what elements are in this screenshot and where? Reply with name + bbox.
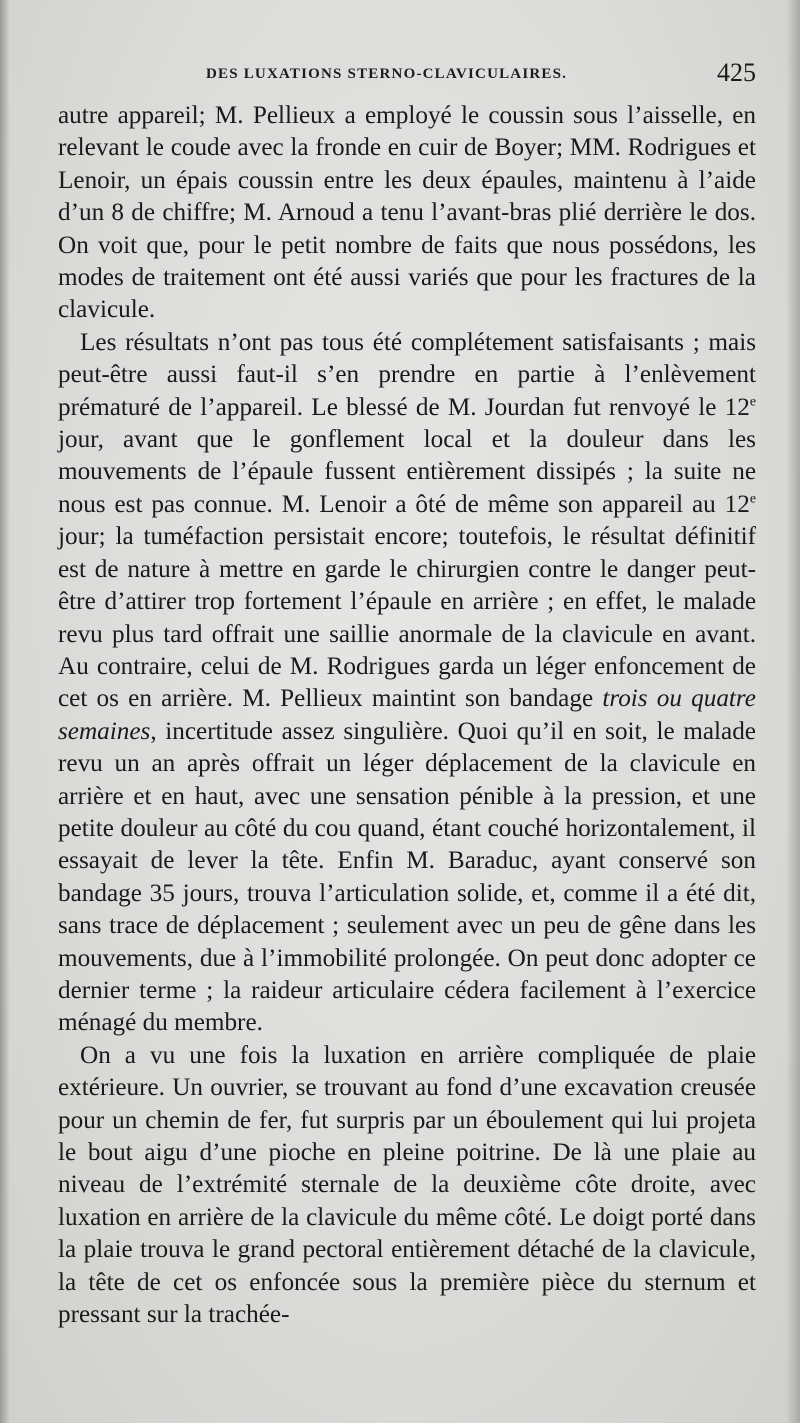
paragraph-1 [58, 100, 756, 327]
paragraph-2 [58, 327, 756, 1040]
page-shadow-right [786, 0, 800, 1423]
text-run: , incertitude assez singulière. Quoi qu’il en soit, le malade revu un an après offrait un léger déplacement de la clavicule en arrière et en haut, avec une sensation pénible à la pression, et une petite douleur au côté du cou quand, étant couché horizontalement, il essayait de lever la tête. Enfin M. Baraduc, ayant conservé son bandage 35 jours, trouva l’articulation solide, et, comme il a été dit, sans trace de déplacement ; seulement avec un peu de gêne dans les mouvements, due à l’immobilité prolongée. On peut donc adopter ce dernier terme ; la raideur articulaire cédera facilement à l’exercice ménagé du membre. [58, 717, 756, 1037]
text-run: autre appareil; M. Pellieux a employé le coussin sous l’aisselle, en relevant le coude avec la fronde en cuir de Boyer; MM. Rodrigues et Lenoir, un épais coussin entre les deux épaules, maintenu à l’aide d’un 8 de chiffre; M. Arnoud a tenu l’avant-bras plié derrière le dos. On voit que, pour le petit nombre de faits que nous possédons, les modes de traitement ont été aussi variés que pour les fractures de la clavicule. [58, 102, 756, 324]
page-number: 425 [717, 58, 756, 87]
superscript: e [749, 393, 756, 409]
running-title: DES LUXATIONS STERNO-CLAVICULAIRES. [206, 66, 568, 82]
italic-phrase: trois ou quatre semaines [58, 685, 756, 745]
text-run: jour, avant que le gonflement local et la douleur dans les mouvements de l’épaule fussent entièrement dissipés ; la suite ne nous est pas connue. M. Lenoir a ôté de même son appareil au 12 [58, 426, 756, 518]
text-run: jour; la tuméfaction persistait encore; toutefois, le résultat définitif est de nature à mettre en garde le chirurgien contre le danger peut-être d’attirer trop fortement l’épaule en arrière ; en effet, le malade revu plus tard offrait une saillie anormale de la clavicule en avant. Au contraire, celui de M. Rodrigues garda un léger enfoncement de cet os en arrière. M. Pellieux maintint son bandage [58, 523, 756, 713]
text-run: On a vu une fois la luxation en arrière compliquée de plaie extérieure. Un ouvrier, se trouvant au fond d’une excavation creusée pour un chemin de fer, fut surpris par un éboulement qui lui projeta le bout aigu d’une pioche en pleine poitrine. De là une plaie au niveau de l’extrémité sternale de la deuxième côte droite, avec luxation en arrière de la clavicule du même côté. Le doigt porté dans la plaie trouva le grand pectoral entièrement détaché de la clavicule, la tête de cet os enfoncée sous la première pièce du sternum et pressant sur la trachée- [58, 1041, 756, 1329]
superscript: e [749, 490, 756, 506]
text-run: Les résultats n’ont pas tous été complétement satisfaisants ; mais peut-être aussi faut-il s’en prendre en partie à l’enlèvement prématuré de l’appareil. Le blessé de M. Jourdan fut renvoyé le 12 [58, 328, 756, 421]
body-text [58, 100, 756, 1331]
page-header [58, 56, 756, 92]
page-shadow-left [0, 0, 10, 1423]
paragraph-3 [58, 1040, 756, 1332]
